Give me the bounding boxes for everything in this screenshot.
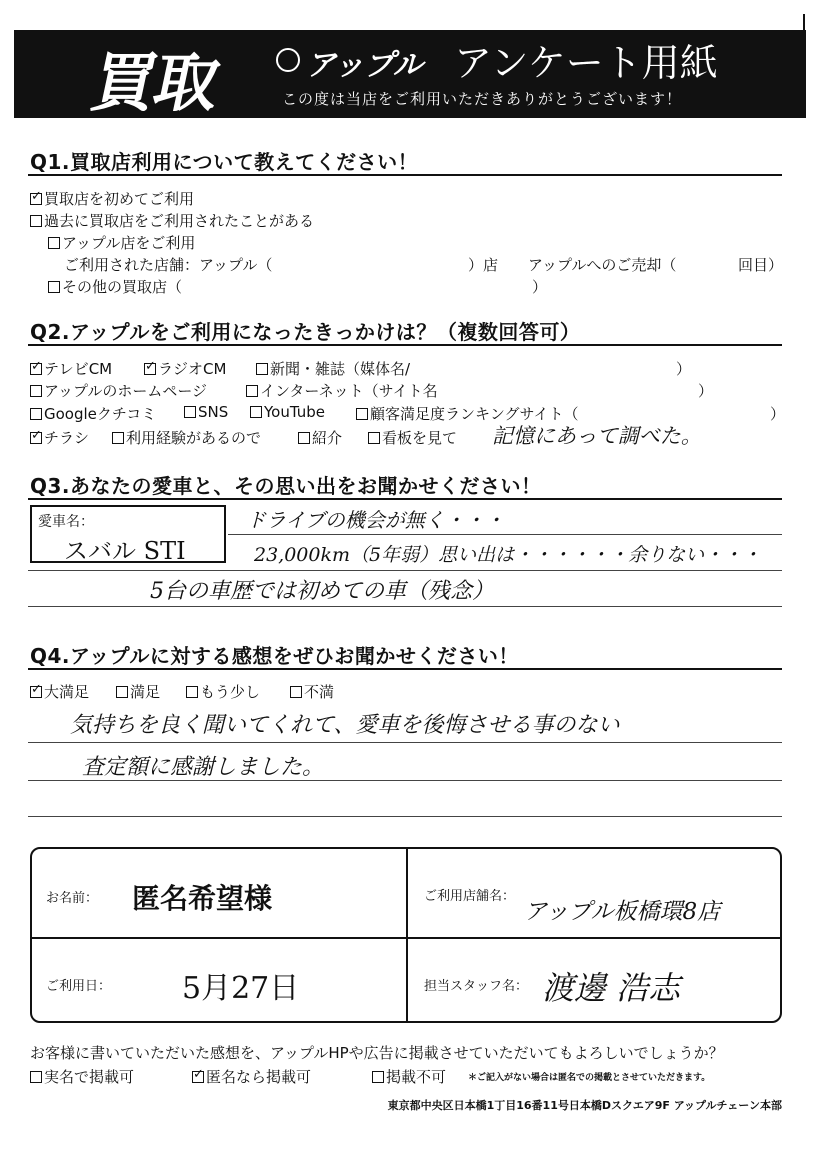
memory-line-1: ドライブの機会が無く・・・ bbox=[246, 508, 505, 532]
checkbox-icon[interactable] bbox=[48, 237, 60, 249]
checkbox-checked-icon[interactable] bbox=[30, 686, 42, 698]
checkbox-icon[interactable] bbox=[250, 406, 262, 418]
q2-flyer[interactable]: ✓チラシ bbox=[30, 427, 89, 448]
name-value: 匿名希望様 bbox=[132, 882, 273, 915]
q2-handwritten-note: 記憶にあって調べた。 bbox=[492, 424, 702, 448]
publish-real-name[interactable]: 実名で掲載可 bbox=[30, 1066, 134, 1087]
q2-ranking[interactable]: 顧客満足度ランキングサイト（ bbox=[356, 403, 579, 424]
car-name-value: スバル STI bbox=[64, 537, 186, 565]
q4-satisfied[interactable]: 満足 bbox=[116, 681, 160, 702]
brand-name: アップル bbox=[306, 48, 423, 83]
memory-rule-2 bbox=[28, 570, 782, 571]
store-value: アップル板橋環8店 bbox=[524, 899, 721, 925]
checkbox-checked-icon[interactable] bbox=[30, 363, 42, 375]
publish-anonymous[interactable]: ✓ 匿名なら掲載可 bbox=[192, 1066, 311, 1087]
comment-rule-2 bbox=[28, 780, 782, 781]
q4-very-satisfied[interactable]: ✓大満足 bbox=[30, 681, 89, 702]
q2-referral[interactable]: 紹介 bbox=[298, 427, 342, 448]
q2-title: Q2.アップルをご利用になったきっかけは？（複数回答可） bbox=[30, 320, 581, 344]
checkbox-checked-icon[interactable] bbox=[192, 1071, 204, 1083]
q1-used-before[interactable]: 過去に買取店をご利用されたことがある bbox=[30, 210, 314, 231]
memory-rule-3 bbox=[28, 606, 782, 607]
checkbox-icon[interactable] bbox=[116, 686, 128, 698]
q1-store-suffix: ）店 bbox=[468, 256, 499, 274]
q2-internet-close: ） bbox=[698, 382, 714, 400]
q2-signboard[interactable]: 看板を見て bbox=[368, 427, 457, 448]
q2-internet[interactable]: インターネット（サイト名 bbox=[246, 380, 438, 401]
checkbox-icon[interactable] bbox=[30, 1071, 42, 1083]
checkbox-icon[interactable] bbox=[256, 363, 268, 375]
q2-tv[interactable]: ✓テレビCM bbox=[30, 358, 112, 379]
q1-title: Q1.買取店利用について教えてください！ bbox=[30, 150, 419, 174]
survey-title: アンケート用紙 bbox=[454, 41, 718, 85]
company-address: 東京都中央区日本橋1丁目16番11号日本橋Dスクエア9F アップルチェーン本部 bbox=[387, 1099, 782, 1112]
q1-sales-count: アップルへのご売却（ bbox=[528, 256, 677, 274]
name-label: お名前： bbox=[46, 891, 99, 906]
checkbox-icon[interactable] bbox=[186, 686, 198, 698]
q2-google[interactable]: Googleクチコミ bbox=[30, 403, 156, 424]
checkbox-checked-icon[interactable] bbox=[30, 193, 42, 205]
car-name-box bbox=[30, 505, 226, 563]
q2-newspaper-close: ） bbox=[676, 360, 692, 378]
checkbox-icon[interactable] bbox=[184, 406, 196, 418]
q2-radio[interactable]: ✓ ラジオCM bbox=[144, 358, 226, 379]
customer-info-box bbox=[30, 847, 782, 1023]
q1-other-suffix: ） bbox=[532, 278, 548, 296]
q2-homepage[interactable]: アップルのホームページ bbox=[30, 380, 207, 401]
memory-line-3: 5台の車歴では初めての車（残念） bbox=[150, 579, 494, 604]
apple-logo-icon bbox=[276, 48, 300, 72]
checkbox-checked-icon[interactable] bbox=[30, 432, 42, 444]
date-label: ご利用日： bbox=[46, 979, 112, 994]
q4-dissatisfied[interactable]: 不満 bbox=[290, 681, 334, 702]
comment-rule-3 bbox=[28, 816, 782, 817]
date-value: 5月27日 bbox=[182, 971, 300, 1006]
staff-label: 担当スタッフ名： bbox=[424, 979, 529, 994]
q3-underline bbox=[28, 498, 782, 500]
q1-apple-store[interactable]: アップル店をご利用 bbox=[48, 232, 195, 253]
q4-underline bbox=[28, 668, 782, 670]
q2-youtube[interactable]: YouTube bbox=[250, 403, 325, 421]
header-banner bbox=[14, 30, 806, 121]
thanks-message: この度は当店をご利用いただきありがとうございます！ bbox=[282, 90, 683, 108]
memory-rule-1 bbox=[228, 534, 782, 535]
comment-line-1: 気持ちを良く聞いてくれて、愛車を後悔させる事のない bbox=[70, 713, 620, 738]
comment-line-2: 査定額に感謝しました。 bbox=[82, 755, 325, 780]
comment-rule-1 bbox=[28, 742, 782, 743]
q1-sales-suffix: 回目） bbox=[738, 256, 784, 274]
checkbox-checked-icon[interactable] bbox=[144, 363, 156, 375]
checkbox-icon[interactable] bbox=[290, 686, 302, 698]
checkbox-icon[interactable] bbox=[48, 281, 60, 293]
q1-store-used: ご利用された店舗：アップル（ bbox=[64, 256, 273, 274]
q2-newspaper[interactable]: 新聞・雑誌（媒体名/ bbox=[256, 358, 410, 379]
checkbox-icon[interactable] bbox=[356, 408, 368, 420]
checkbox-icon[interactable] bbox=[30, 215, 42, 227]
store-label: ご利用店舗名： bbox=[424, 889, 516, 904]
kaitori-logo: 買取 bbox=[84, 47, 225, 121]
publish-permission-question: お客様に書いていただいた感想を、アップルHPや広告に掲載させていただいてもよろしいでしょうか？ bbox=[30, 1044, 724, 1062]
q4-a-bit-more[interactable]: もう少し bbox=[186, 681, 260, 702]
checkbox-icon[interactable] bbox=[372, 1071, 384, 1083]
checkbox-icon[interactable] bbox=[112, 432, 124, 444]
q2-experience[interactable]: 利用経験があるので bbox=[112, 427, 261, 448]
q2-ranking-close: ） bbox=[770, 405, 786, 423]
q4-title: Q4.アップルに対する感想をぜひお聞かせください！ bbox=[30, 644, 519, 668]
checkbox-icon[interactable] bbox=[30, 408, 42, 420]
publish-note: ＊ご記入がない場合は匿名での掲載とさせていただきます。 bbox=[468, 1073, 711, 1083]
checkbox-icon[interactable] bbox=[368, 432, 380, 444]
car-label: 愛車名： bbox=[38, 514, 94, 530]
q1-underline bbox=[28, 174, 782, 176]
staff-value: 渡邊 浩志 bbox=[542, 969, 681, 1007]
checkbox-icon[interactable] bbox=[246, 385, 258, 397]
q2-underline bbox=[28, 344, 782, 346]
q1-other-store[interactable]: その他の買取店（ bbox=[48, 276, 182, 297]
q3-title: Q3.あなたの愛車と、その思い出をお聞かせください！ bbox=[30, 474, 542, 498]
checkbox-icon[interactable] bbox=[298, 432, 310, 444]
q2-sns[interactable]: SNS bbox=[184, 403, 228, 421]
checkbox-icon[interactable] bbox=[30, 385, 42, 397]
memory-line-2: 23,000km（5年弱）思い出は・・・・・・余りない・・・ bbox=[254, 544, 762, 566]
q1-first-time[interactable]: ✓買取店を初めてご利用 bbox=[30, 188, 194, 209]
publish-not-allowed[interactable]: 掲載不可 bbox=[372, 1066, 446, 1087]
